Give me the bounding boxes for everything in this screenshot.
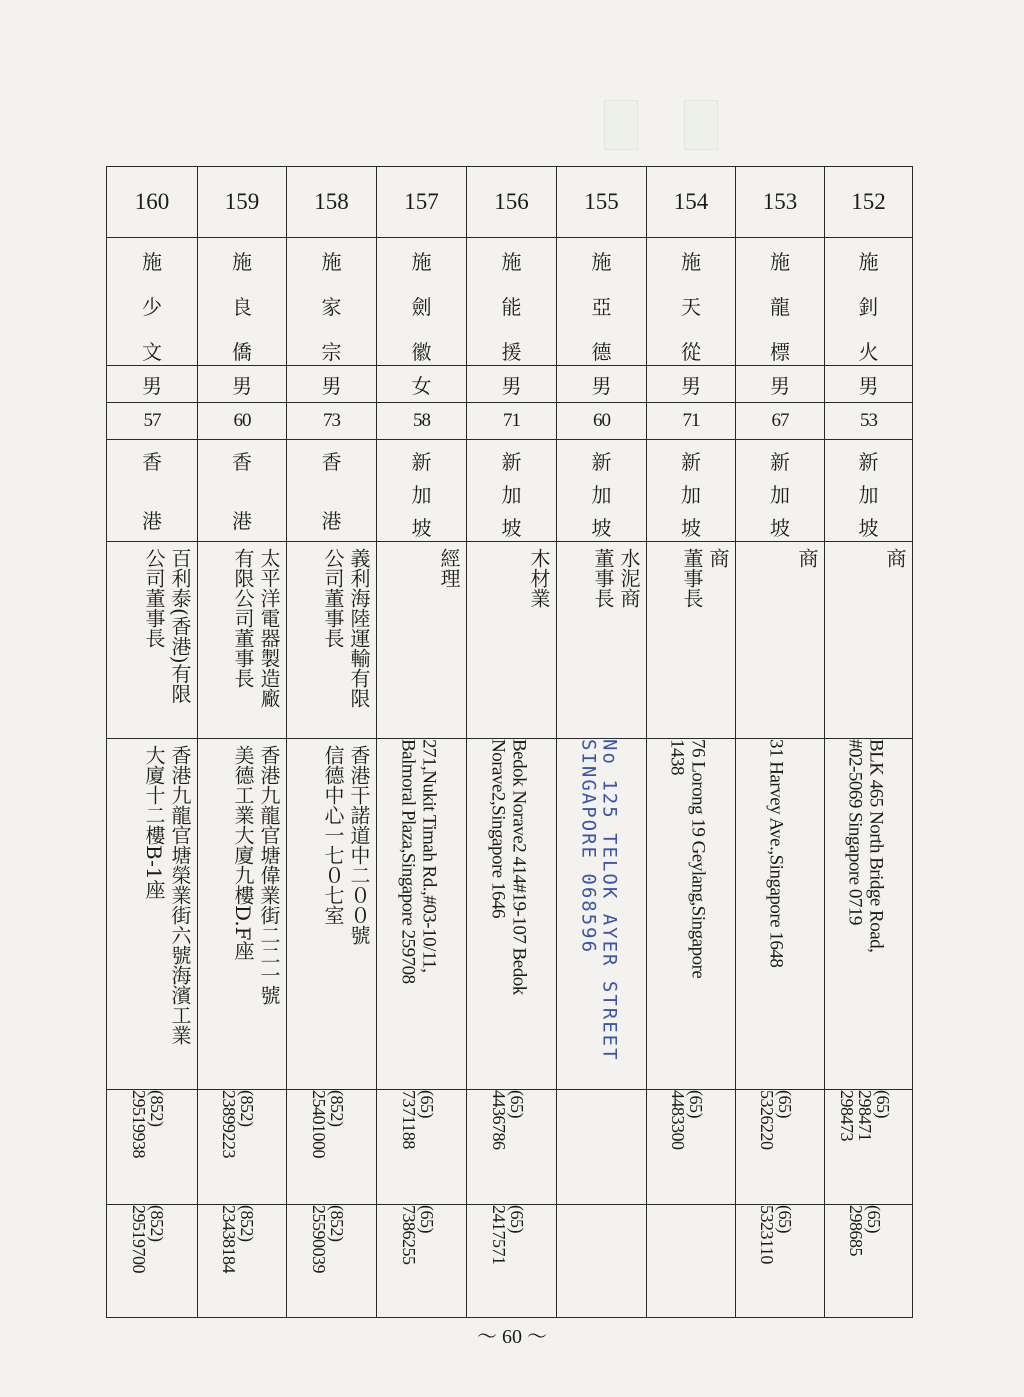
- telephone-cell: [557, 1090, 647, 1205]
- row-gender: [107, 366, 913, 403]
- telephone-text: (65) 298471 298473: [836, 1090, 893, 1141]
- age-cell: 58: [377, 403, 467, 440]
- address-cell: [647, 739, 736, 1090]
- name-char: 龍: [770, 295, 790, 319]
- nationality-char: 新: [501, 450, 522, 474]
- telephone-text: [598, 1090, 606, 1204]
- telephone-text: (852) 25401000: [308, 1090, 347, 1158]
- age-cell: 60: [557, 403, 647, 440]
- name-char: 天: [681, 295, 701, 319]
- nationality-cell: [377, 440, 467, 542]
- nationality-char: 加: [858, 483, 879, 507]
- telephone-cell: [825, 1090, 913, 1205]
- fax-cell: [198, 1205, 287, 1318]
- name-char: 施: [501, 250, 522, 274]
- address-text: 香港九龍官塘榮業街六號海濱工業 大廈十二樓B-1座: [142, 745, 192, 1045]
- row-number: [107, 167, 913, 238]
- row-occupation: [107, 542, 913, 739]
- address-cell: [467, 739, 557, 1090]
- record-number: 156: [467, 167, 557, 238]
- occupation-cell: [825, 542, 913, 739]
- address-text: 76 Lorong 19 Geylang,Singapore 1438: [666, 739, 709, 979]
- nationality-char: 新: [770, 450, 790, 474]
- name-char: 亞: [591, 295, 612, 319]
- telephone-text: (65) 7371188: [398, 1090, 437, 1149]
- page-number: ～ 60 ～: [477, 1326, 547, 1348]
- telephone-text: (65) 5326220: [757, 1090, 795, 1150]
- name-char: 文: [142, 340, 162, 364]
- row-fax: [107, 1205, 913, 1318]
- telephone-cell: [467, 1090, 557, 1205]
- telephone-text: (852) 23899223: [219, 1090, 257, 1158]
- record-number: 157: [377, 167, 467, 238]
- occupation-cell: [647, 542, 736, 739]
- name-char: 施: [858, 250, 879, 274]
- nationality-char: 新: [591, 450, 612, 474]
- occupation-text: 商 董事長: [680, 548, 730, 608]
- nationality-cell: [287, 440, 377, 542]
- fax-text: (852) 25590039: [308, 1205, 347, 1273]
- name-char: 施: [232, 250, 252, 274]
- name-char: 能: [501, 295, 522, 319]
- row-name: [107, 238, 913, 366]
- name-char: 良: [232, 295, 252, 319]
- telephone-text: (65) 4436786: [488, 1090, 527, 1150]
- occupation-cell: [736, 542, 825, 739]
- nationality-char: 香: [321, 450, 342, 474]
- fax-text: [598, 1205, 606, 1317]
- occupation-text: 義利海陸運輸有限 公司董事長: [321, 548, 371, 708]
- nationality-char: 坡: [770, 516, 790, 540]
- name-char: 火: [858, 340, 879, 364]
- age-cell: 57: [107, 403, 198, 440]
- nationality-char: 坡: [858, 516, 879, 540]
- record-number: 159: [198, 167, 287, 238]
- telephone-text: (65) 4483300: [668, 1090, 706, 1150]
- row-telephone: [107, 1090, 913, 1205]
- occupation-text: 太平洋電器製造廠 有限公司董事長: [231, 548, 281, 708]
- telephone-cell: [107, 1090, 198, 1205]
- age-cell: 67: [736, 403, 825, 440]
- address-text: BLK 465 North Bridge Road, #02-5069 Singapore 0719: [843, 739, 886, 953]
- nationality-char: 加: [591, 483, 612, 507]
- nationality-char: 加: [411, 483, 432, 507]
- address-cell: [825, 739, 913, 1090]
- nationality-char: 坡: [591, 516, 612, 540]
- row-address: [107, 739, 913, 1090]
- address-cell: [107, 739, 198, 1090]
- nationality-char: 加: [770, 483, 790, 507]
- occupation-cell: [198, 542, 287, 739]
- fax-cell: [377, 1205, 467, 1318]
- record-number: 154: [647, 167, 736, 238]
- nationality-char: 港: [142, 509, 162, 533]
- nationality-char: 坡: [501, 516, 522, 540]
- nationality-char: 加: [681, 483, 701, 507]
- age-cell: 60: [198, 403, 287, 440]
- gender-cell: 男: [467, 366, 557, 403]
- fax-cell: [557, 1205, 647, 1318]
- record-number: 155: [557, 167, 647, 238]
- member-registry-table: [106, 166, 913, 1318]
- record-number: 153: [736, 167, 825, 238]
- name-cell: [377, 238, 467, 366]
- top-mark-left: [604, 100, 638, 150]
- fax-cell: [825, 1205, 913, 1318]
- nationality-cell: [647, 440, 736, 542]
- nationality-cell: [107, 440, 198, 542]
- nationality-char: 新: [411, 450, 432, 474]
- address-cell: [557, 739, 647, 1090]
- gender-cell: 男: [107, 366, 198, 403]
- fax-cell: [287, 1205, 377, 1318]
- top-mark-right: [684, 100, 718, 150]
- handwritten-address: No 125 TELOK AYER STREET SINGAPORE 068596: [576, 739, 620, 1062]
- name-char: 施: [770, 250, 790, 274]
- address-cell: [377, 739, 467, 1090]
- address-text: 香港九龍官塘偉業街二二一號 美德工業大廈九樓D.F座: [231, 745, 281, 1005]
- name-char: 施: [142, 250, 162, 274]
- fax-text: (65) 2417571: [488, 1205, 527, 1265]
- nationality-cell: [557, 440, 647, 542]
- name-cell: [557, 238, 647, 366]
- address-cell: [287, 739, 377, 1090]
- age-cell: 53: [825, 403, 913, 440]
- address-cell: [198, 739, 287, 1090]
- gender-cell: 男: [736, 366, 825, 403]
- telephone-cell: [647, 1090, 736, 1205]
- telephone-cell: [736, 1090, 825, 1205]
- name-char: 施: [321, 250, 342, 274]
- name-char: 家: [321, 295, 342, 319]
- occupation-text: 百利泰(香港)有限 公司董事長: [142, 548, 192, 704]
- name-cell: [198, 238, 287, 366]
- occupation-cell: [107, 542, 198, 739]
- occupation-cell: [377, 542, 467, 739]
- occupation-cell: [467, 542, 557, 739]
- occupation-text: 商: [883, 548, 907, 568]
- nationality-char: 新: [681, 450, 701, 474]
- telephone-cell: [198, 1090, 287, 1205]
- gender-cell: 女: [377, 366, 467, 403]
- name-char: 德: [591, 340, 612, 364]
- record-number: 160: [107, 167, 198, 238]
- fax-cell: [107, 1205, 198, 1318]
- nationality-char: 港: [232, 509, 252, 533]
- address-cell: [736, 739, 825, 1090]
- address-text: 31 Harvey Ave.,Singapore 1648: [765, 739, 787, 968]
- name-cell: [467, 238, 557, 366]
- name-cell: [736, 238, 825, 366]
- fax-text: (852) 23438184: [219, 1205, 257, 1273]
- nationality-cell: [825, 440, 913, 542]
- name-char: 施: [411, 250, 432, 274]
- address-text: 香港干諾道中二００號 信德中心一七０七室: [321, 745, 371, 945]
- record-number: 152: [825, 167, 913, 238]
- name-char: 施: [681, 250, 701, 274]
- age-cell: 73: [287, 403, 377, 440]
- name-char: 援: [501, 340, 522, 364]
- name-cell: [107, 238, 198, 366]
- name-cell: [287, 238, 377, 366]
- name-char: 釗: [858, 295, 879, 319]
- gender-cell: 男: [825, 366, 913, 403]
- address-text: 271,Nukit Timah Rd.,#03-10/11, Balmoral Plaza,Singapore 259708: [396, 739, 439, 984]
- nationality-char: 港: [321, 509, 342, 533]
- row-age: [107, 403, 913, 440]
- name-char: 劍: [411, 295, 432, 319]
- fax-text: (852) 29519700: [129, 1205, 167, 1273]
- occupation-text: 商: [795, 548, 819, 568]
- gender-cell: 男: [287, 366, 377, 403]
- name-cell: [647, 238, 736, 366]
- name-char: 施: [591, 250, 612, 274]
- fax-text: [687, 1205, 695, 1317]
- nationality-char: 坡: [411, 516, 432, 540]
- gender-cell: 男: [198, 366, 287, 403]
- age-cell: 71: [467, 403, 557, 440]
- fax-text: (65) 298685: [845, 1205, 884, 1256]
- telephone-text: (852) 29519938: [129, 1090, 167, 1158]
- record-number: 158: [287, 167, 377, 238]
- fax-cell: [736, 1205, 825, 1318]
- nationality-cell: [198, 440, 287, 542]
- gender-cell: 男: [647, 366, 736, 403]
- nationality-char: 加: [501, 483, 522, 507]
- telephone-cell: [287, 1090, 377, 1205]
- name-char: 徽: [411, 340, 432, 364]
- occupation-text: 木材業: [527, 548, 551, 608]
- fax-text: (65) 7386255: [398, 1205, 437, 1265]
- name-cell: [825, 238, 913, 366]
- fax-cell: [647, 1205, 736, 1318]
- name-char: 宗: [321, 340, 342, 364]
- occupation-text: 經理: [437, 548, 461, 588]
- fax-text: (65) 5323110: [757, 1205, 795, 1264]
- name-char: 少: [142, 295, 162, 319]
- name-char: 標: [770, 340, 790, 364]
- fax-cell: [467, 1205, 557, 1318]
- telephone-cell: [377, 1090, 467, 1205]
- row-nationality: [107, 440, 913, 542]
- nationality-cell: [467, 440, 557, 542]
- nationality-char: 新: [858, 450, 879, 474]
- name-char: 僑: [232, 340, 252, 364]
- occupation-cell: [557, 542, 647, 739]
- nationality-cell: [736, 440, 825, 542]
- gender-cell: 男: [557, 366, 647, 403]
- nationality-char: 香: [232, 450, 252, 474]
- nationality-char: 香: [142, 450, 162, 474]
- nationality-char: 坡: [681, 516, 701, 540]
- age-cell: 71: [647, 403, 736, 440]
- name-char: 從: [681, 340, 701, 364]
- occupation-text: 水泥商 董事長: [591, 548, 641, 608]
- address-text: Bedok Norave2 414#19-107 Bedok Norave2,Singapore 1646: [486, 739, 529, 995]
- occupation-cell: [287, 542, 377, 739]
